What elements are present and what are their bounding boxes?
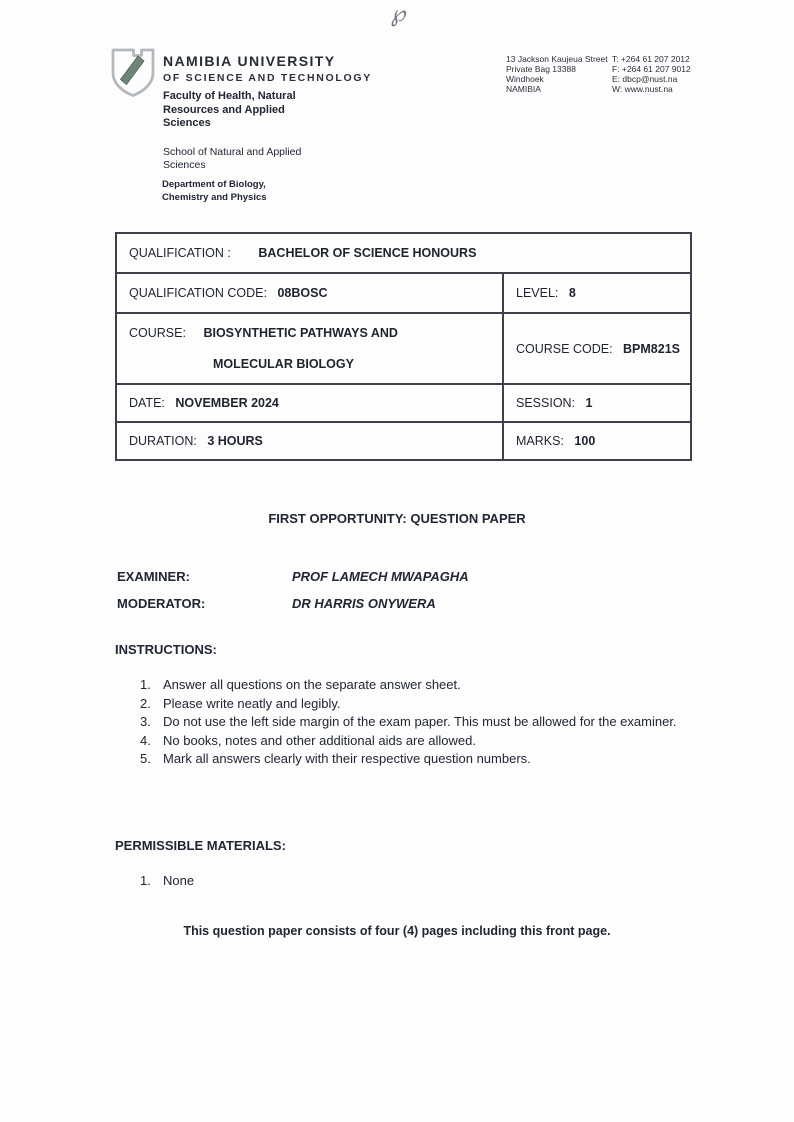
qualification-cell	[116, 233, 691, 273]
university-tagline: OF SCIENCE AND TECHNOLOGY	[163, 72, 372, 84]
instruction-item	[140, 732, 677, 751]
item-number: 2.	[140, 695, 151, 711]
marks-cell	[503, 422, 691, 460]
page-count-note: This question paper consists of four (4) pages including this front page.	[183, 924, 611, 938]
level-label: LEVEL:	[516, 286, 559, 300]
item-text: No books, notes and other additional aids are allowed.	[163, 732, 476, 748]
item-number: 4.	[140, 732, 151, 748]
session-value: 1	[585, 396, 593, 410]
qualification-code-value: 08BOSC	[277, 286, 328, 300]
instruction-item	[140, 750, 677, 769]
marks-value: 100	[574, 434, 596, 448]
contact-details	[612, 54, 691, 94]
moderator-name: DR HARRIS ONYWERA	[292, 596, 436, 611]
session-cell	[503, 384, 691, 422]
qualification-label: QUALIFICATION :	[129, 246, 231, 260]
examiner-name: PROF LAMECH MWAPAGHA	[292, 569, 469, 584]
school-name: School of Natural and Applied Sciences	[163, 146, 302, 171]
session-label: SESSION:	[516, 396, 576, 410]
duration-value: 3 HOURS	[207, 434, 263, 448]
address-line: Private Bag 13388	[506, 64, 576, 74]
handwritten-pen-mark: ℘	[388, 1, 407, 28]
faculty-name: Faculty of Health, Natural Resources and Applied Sciences	[163, 90, 296, 129]
instruction-item	[140, 695, 677, 714]
qualification-value: BACHELOR OF SCIENCE HONOURS	[258, 246, 477, 260]
item-text: Please write neatly and legibly.	[163, 695, 341, 711]
duration-label: DURATION:	[129, 434, 197, 448]
date-value: NOVEMBER 2024	[175, 396, 279, 410]
item-number: 5.	[140, 751, 151, 767]
nust-shield-logo-icon	[107, 46, 159, 103]
course-info-table	[115, 232, 692, 461]
item-text: Mark all answers clearly with their respective question numbers.	[163, 751, 531, 767]
course-value-line1: BIOSYNTHETIC PATHWAYS AND	[203, 326, 398, 340]
permissible-item	[140, 872, 677, 891]
contact-line: F: +264 61 207 9012	[612, 64, 691, 74]
course-value-line2: MOLECULAR BIOLOGY	[213, 357, 354, 371]
item-text: Do not use the left side margin of the exam paper. This must be allowed for the examiner.	[163, 714, 677, 730]
course-code-value: BPM821S	[623, 341, 681, 356]
address-block	[506, 54, 691, 94]
qualification-code-cell	[116, 273, 503, 313]
contact-line: E: dbcp@nust.na	[612, 74, 678, 84]
department-name: Department of Biology, Chemistry and Physics	[162, 179, 267, 203]
table-row	[116, 313, 691, 384]
permissible-materials-heading: PERMISSIBLE MATERIALS:	[115, 838, 286, 853]
item-text: Answer all questions on the separate answer sheet.	[163, 677, 461, 692]
course-code-label: COURSE CODE:	[516, 341, 613, 356]
duration-cell	[116, 422, 503, 460]
university-name: NAMIBIA UNIVERSITY	[163, 53, 336, 69]
item-number: 1.	[140, 677, 151, 692]
permissible-materials-list	[140, 872, 677, 891]
postal-address	[506, 54, 608, 94]
item-text: None	[163, 873, 195, 888]
university-wordmark	[163, 53, 372, 84]
instructions-heading: INSTRUCTIONS:	[115, 642, 217, 657]
instructions-list	[140, 676, 677, 769]
address-line: NAMIBIA	[506, 84, 541, 94]
item-number: 3.	[140, 714, 151, 730]
instruction-item	[140, 713, 677, 732]
address-line: 13 Jackson Kaujeua Street	[506, 54, 608, 64]
level-cell	[503, 273, 691, 313]
contact-line: T: +264 61 207 2012	[612, 54, 690, 64]
paper-title: FIRST OPPORTUNITY: QUESTION PAPER	[268, 511, 526, 526]
date-label: DATE:	[129, 396, 165, 410]
moderator-label: MODERATOR:	[117, 596, 206, 611]
marks-label: MARKS:	[516, 434, 564, 448]
level-value: 8	[568, 286, 576, 300]
address-line: Windhoek	[506, 74, 544, 84]
date-cell	[116, 384, 503, 422]
table-row	[116, 233, 691, 273]
course-cell	[116, 313, 503, 384]
instruction-item	[140, 676, 677, 695]
table-row	[116, 384, 691, 422]
table-row	[116, 422, 691, 460]
item-number: 1.	[140, 873, 151, 888]
course-label: COURSE:	[129, 326, 186, 340]
qualification-code-label: QUALIFICATION CODE:	[129, 286, 267, 300]
contact-line: W: www.nust.na	[612, 84, 673, 94]
examiner-label: EXAMINER:	[117, 569, 190, 584]
course-code-cell	[503, 313, 691, 384]
table-row	[116, 273, 691, 313]
